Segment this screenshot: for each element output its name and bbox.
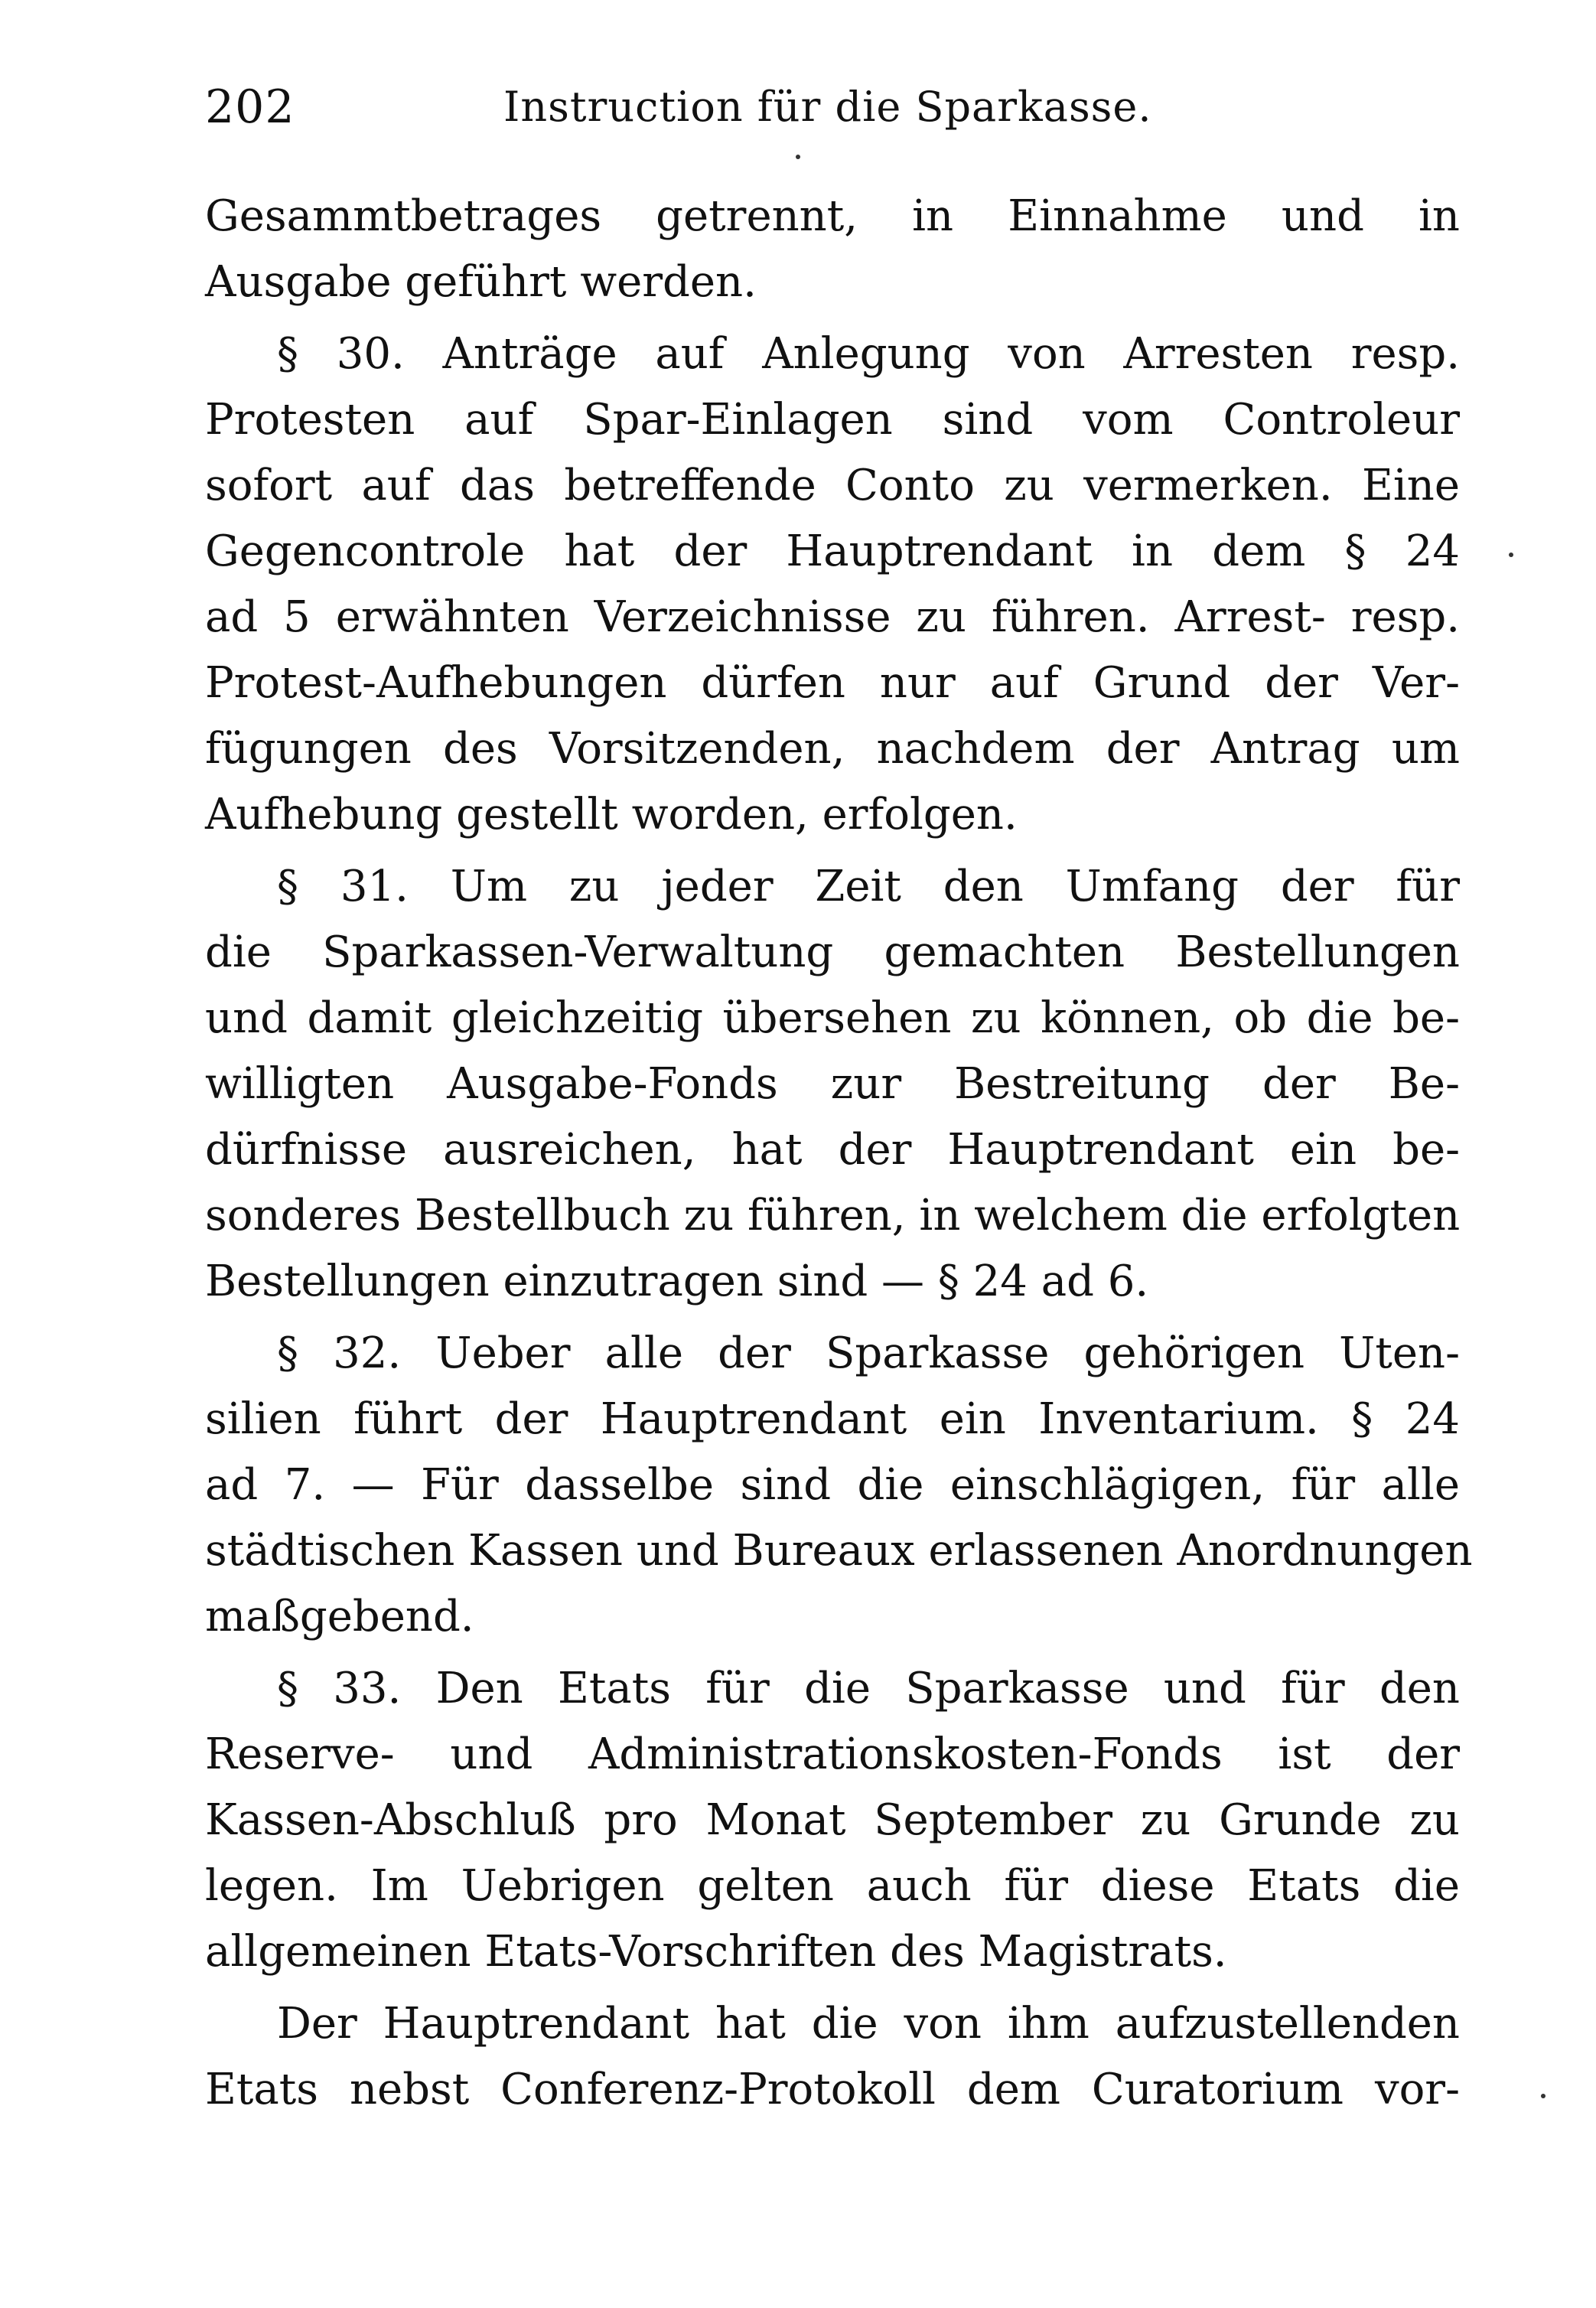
text-line: maßgebend.	[205, 1592, 474, 1641]
running-title: Instruction für die Sparkasse.	[503, 83, 1152, 131]
text-line: legen. Im Uebrigen gelten auch für diese Etats die	[205, 1861, 1460, 1911]
text-line: Gegencontrole hat der Hauptrendant in dem § 24	[205, 526, 1460, 576]
text-line: allgemeinen Etats-Vorschriften des Magistrats.	[205, 1927, 1227, 1977]
text-line: Reserve- und Administrationskosten-Fonds ist der	[205, 1729, 1460, 1779]
section-32-heading-line: § 32. Ueber alle der Sparkasse gehörigen Uten-	[277, 1328, 1460, 1378]
section-33-heading-line: § 33. Den Etats für die Sparkasse und für den	[277, 1664, 1460, 1713]
print-speck	[1541, 2094, 1546, 2098]
text-line: ad 5 erwähnten Verzeichnisse zu führen. Arrest- resp.	[205, 592, 1460, 642]
page-header	[205, 77, 1445, 138]
text-line: und damit gleichzeitig übersehen zu können, ob die be-	[205, 993, 1460, 1043]
section-31-heading-line: § 31. Um zu jeder Zeit den Umfang der für	[277, 862, 1460, 911]
text-line: Protest-Aufhebungen dürfen nur auf Grund der Ver-	[205, 658, 1460, 708]
print-speck	[796, 155, 800, 159]
text-line: dürfnisse ausreichen, hat der Hauptrendant ein be-	[205, 1125, 1460, 1175]
text-line: Ausgabe geführt werden.	[205, 257, 757, 307]
text-line: Protesten auf Spar-Einlagen sind vom Controleur	[205, 395, 1460, 445]
text-line: Aufhebung gestellt worden, erfolgen.	[205, 790, 1018, 839]
text-line: willigten Ausgabe-Fonds zur Bestreitung der Be-	[205, 1059, 1460, 1109]
text-line: Gesammtbetrages getrennt, in Einnahme und in	[205, 191, 1460, 241]
text-line: silien führt der Hauptrendant ein Inventarium. § 24	[205, 1394, 1460, 1444]
text-line: Kassen-Abschluß pro Monat September zu Grunde zu	[205, 1795, 1460, 1845]
section-30-heading-line: § 30. Anträge auf Anlegung von Arresten resp.	[277, 329, 1460, 379]
text-line: Etats nebst Conferenz-Protokoll dem Curatorium vor-	[205, 2065, 1460, 2114]
paragraph-start-line: Der Hauptrendant hat die von ihm aufzustellenden	[277, 1999, 1460, 2049]
text-line: sonderes Bestellbuch zu führen, in welchem die erfolgten	[205, 1191, 1461, 1240]
text-line: ad 7. — Für dasselbe sind die einschlägigen, für alle	[205, 1460, 1460, 1510]
text-line: die Sparkassen-Verwaltung gemachten Bestellungen	[205, 927, 1460, 977]
text-line: städtischen Kassen und Bureaux erlassenen Anordnungen	[205, 1526, 1473, 1576]
text-line: fügungen des Vorsitzenden, nachdem der Antrag um	[205, 724, 1460, 774]
text-line: sofort auf das betreffende Conto zu vermerken. Eine	[205, 461, 1460, 510]
text-line: Bestellungen einzutragen sind — § 24 ad 6.	[205, 1257, 1149, 1306]
page-number: 202	[205, 80, 295, 134]
print-speck	[1509, 553, 1513, 557]
